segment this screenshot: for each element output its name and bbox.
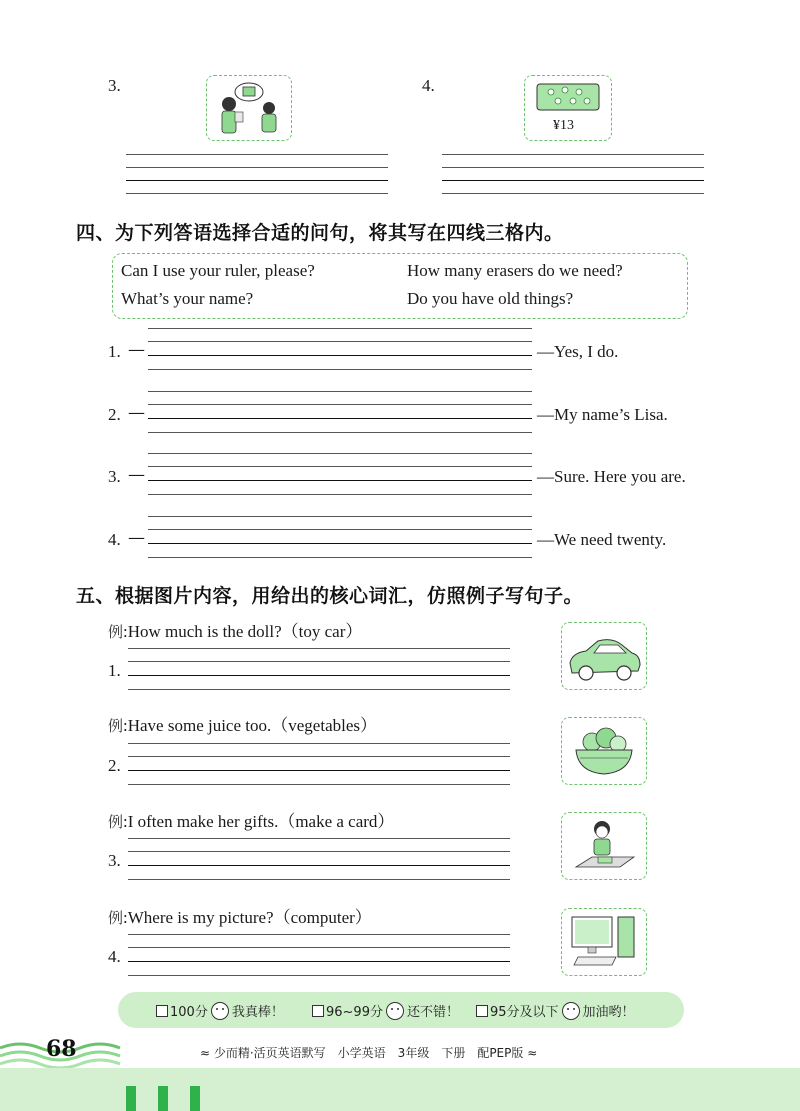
smiley-icon xyxy=(211,1002,229,1020)
example-2 xyxy=(108,711,377,736)
section-5-heading: 五、根据图片内容，用给出的核心词汇，仿照例子写句子。 xyxy=(76,585,584,607)
row-3-answer: —Sure. Here you are. xyxy=(537,467,686,486)
score-item-3: 95分及以下 加油哟！ xyxy=(476,1001,635,1020)
vegetable-bowl-illustration xyxy=(561,717,647,785)
option-3: What’s your name? xyxy=(121,289,254,308)
row-4-dash: — xyxy=(128,528,145,548)
smiley-icon xyxy=(562,1002,580,1020)
row-1-number: 1. xyxy=(108,342,121,361)
option-2: How many erasers do we need? xyxy=(407,261,623,280)
sentence-line-2[interactable] xyxy=(128,743,510,785)
toy-car-illustration xyxy=(561,622,647,690)
row-3-number: 3. xyxy=(108,467,121,486)
bottom-bar-1 xyxy=(126,1086,136,1111)
example-3-text: :I often make her gifts.（make a card） xyxy=(123,812,395,831)
example-label: 例 xyxy=(108,909,124,927)
example-1-text: :How much is the doll?（toy car） xyxy=(123,622,363,641)
example-1 xyxy=(108,617,362,642)
computer-illustration xyxy=(561,908,647,976)
question-options-box xyxy=(112,253,688,319)
answer-line-1[interactable] xyxy=(148,328,532,370)
item-5-4-number: 4. xyxy=(108,947,121,966)
sentence-line-1[interactable] xyxy=(128,648,510,690)
row-4-answer: —We need twenty. xyxy=(537,530,667,549)
answer-line-3[interactable] xyxy=(148,453,532,495)
row-2-number: 2. xyxy=(108,405,121,424)
row-2-answer: —My name’s Lisa. xyxy=(537,405,668,424)
section-4-heading: 四、为下列答语选择合适的问句，将其写在四线三格内。 xyxy=(76,222,564,244)
score-item-2: 96~99分 还不错！ xyxy=(312,1001,459,1020)
score-bar xyxy=(118,992,684,1028)
answer-line-4[interactable] xyxy=(148,516,532,558)
example-4 xyxy=(108,903,372,928)
row-3-dash: — xyxy=(128,465,145,485)
shopping-scene-illustration xyxy=(206,75,292,141)
bottom-green-band xyxy=(0,1068,800,1111)
smiley-icon xyxy=(386,1002,404,1020)
item-5-1-number: 1. xyxy=(108,661,121,680)
row-2-dash: — xyxy=(128,403,145,423)
example-2-text: :Have some juice too.（vegetables） xyxy=(123,716,377,735)
example-4-text: :Where is my picture?（computer） xyxy=(123,908,372,927)
footer-text: ≈ 少而精·活页英语默写 小学英语 3年级 下册 配PEP版 ≈ xyxy=(200,1046,538,1060)
writing-lines xyxy=(126,154,388,194)
writing-lines xyxy=(442,154,704,194)
row-4-number: 4. xyxy=(108,530,121,549)
answer-line-2[interactable] xyxy=(148,391,532,433)
page-number: 68 xyxy=(46,1036,77,1062)
option-1: Can I use your ruler, please? xyxy=(121,261,315,280)
sentence-line-3[interactable] xyxy=(128,838,510,880)
example-label: 例 xyxy=(108,623,124,641)
item-3-number: 3. xyxy=(108,76,121,95)
row-1-dash: — xyxy=(128,340,145,360)
option-4: Do you have old things? xyxy=(407,289,574,308)
checkbox-icon[interactable] xyxy=(312,1005,324,1017)
example-3 xyxy=(108,807,394,832)
example-label: 例 xyxy=(108,717,124,735)
row-1-answer: —Yes, I do. xyxy=(537,342,619,361)
bottom-bar-2 xyxy=(158,1086,168,1111)
example-label: 例 xyxy=(108,813,124,831)
checkbox-icon[interactable] xyxy=(476,1005,488,1017)
item-5-3-number: 3. xyxy=(108,851,121,870)
pencil-case-illustration xyxy=(524,75,612,141)
score-item-1: 100分 我真棒！ xyxy=(156,1001,284,1020)
girl-making-card-illustration xyxy=(561,812,647,880)
sentence-line-4[interactable] xyxy=(128,934,510,976)
checkbox-icon[interactable] xyxy=(156,1005,168,1017)
item-4-number: 4. xyxy=(422,76,435,95)
price-label: ¥13 xyxy=(553,118,574,133)
item-5-2-number: 2. xyxy=(108,756,121,775)
bottom-bar-3 xyxy=(190,1086,200,1111)
